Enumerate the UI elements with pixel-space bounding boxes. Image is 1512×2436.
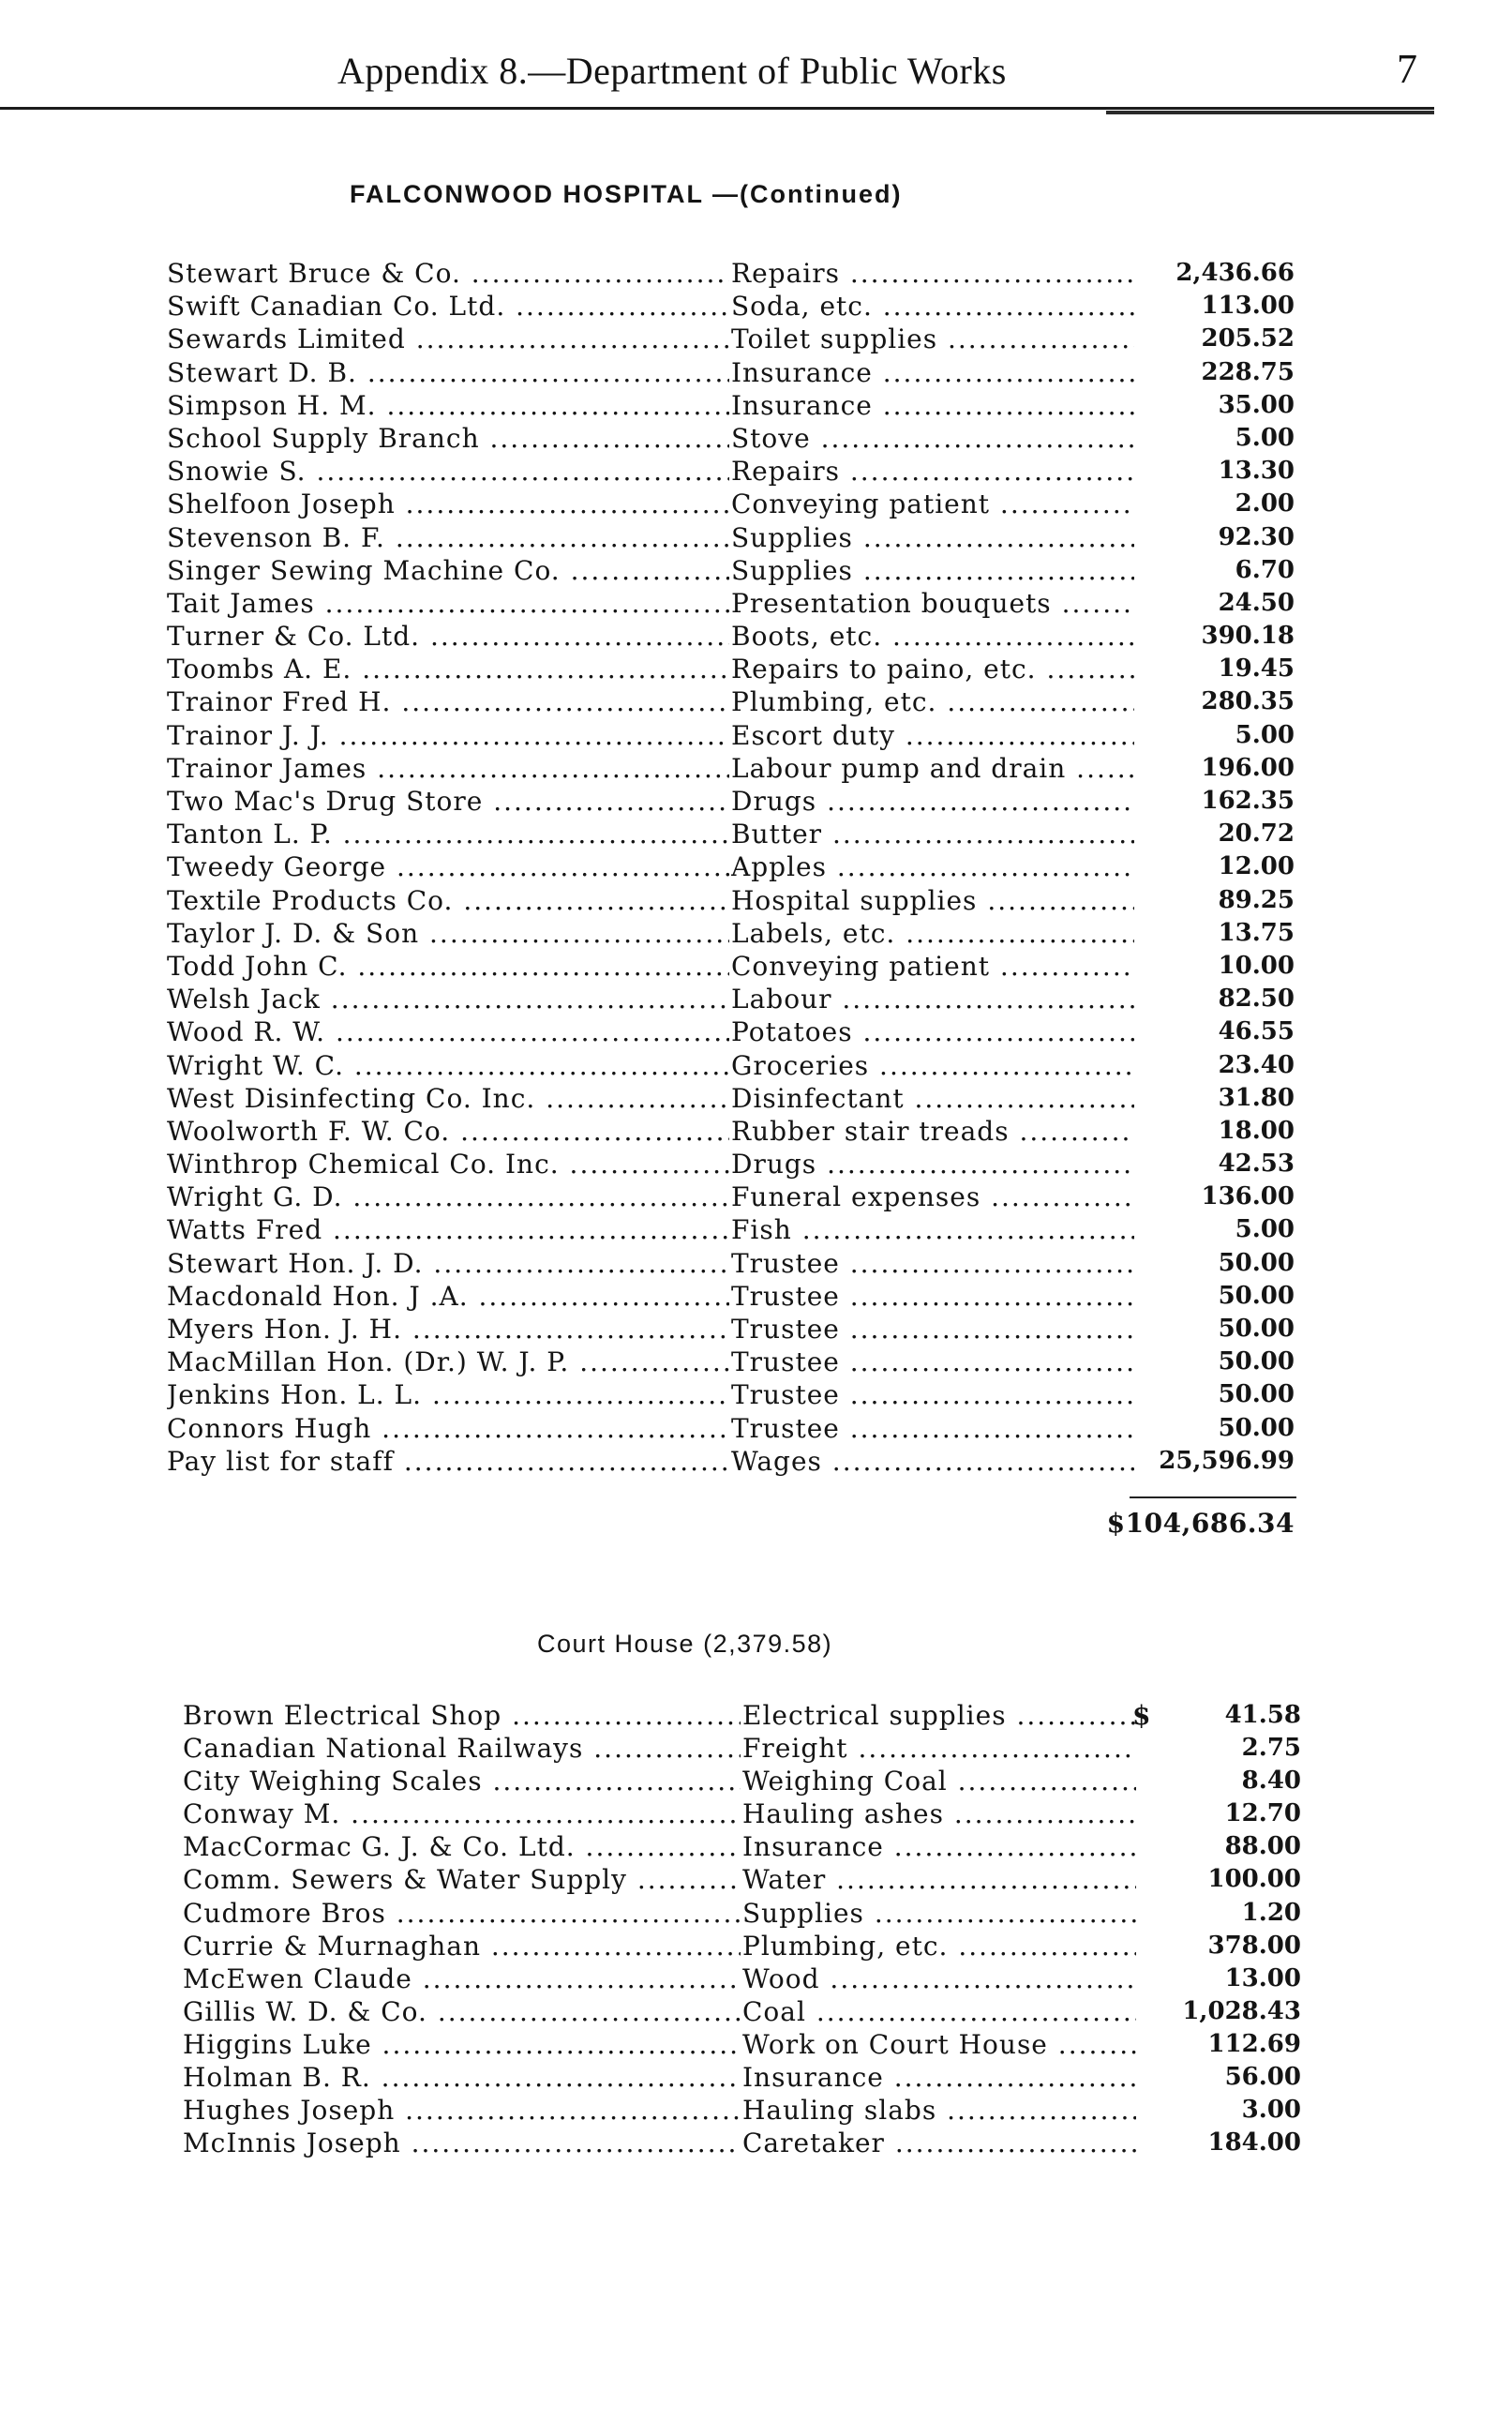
amount: 6.70 [1235, 555, 1295, 584]
item-description: Conveying patient ..... [731, 488, 1134, 520]
item-description: Plumbing, etc. ..... [731, 685, 1134, 718]
item-description: Weighing Coal ..... [742, 1765, 1136, 1797]
section-total: $104,686.34 [1106, 1508, 1295, 1539]
amount: 88.00 [1224, 1832, 1301, 1861]
item-description: Insurance ..... [731, 356, 1134, 389]
amount: 8.40 [1241, 1767, 1301, 1796]
item-description: Work on Court House ..... [742, 2028, 1136, 2061]
payee-name: West Disinfecting Co. Inc. ..... [167, 1082, 729, 1115]
item-description: Groceries ..... [731, 1049, 1134, 1082]
item-description: Supplies ..... [731, 554, 1134, 587]
amount: 89.25 [1218, 885, 1295, 914]
ledger-row [0, 1378, 1512, 1411]
item-description: Caretaker ..... [742, 2127, 1136, 2159]
payee-name: Taylor J. D. & Son ..... [167, 917, 729, 950]
payee-name: Trainor Fred H. ..... [167, 685, 729, 718]
amount: 23.40 [1218, 1050, 1295, 1079]
amount: 50.00 [1218, 1413, 1295, 1442]
payee-name: Canadian National Railways ..... [183, 1732, 741, 1765]
payee-name: Shelfoon Joseph ..... [167, 488, 729, 520]
item-description: Electrical supplies ..... [742, 1699, 1136, 1732]
ledger-row [0, 850, 1512, 883]
payee-name: McInnis Joseph ..... [183, 2127, 741, 2159]
amount: 3.00 [1241, 2096, 1301, 2125]
amount: 56.00 [1224, 2063, 1301, 2092]
ledger-row [0, 818, 1512, 850]
item-description: Apples ..... [731, 850, 1134, 883]
amount: 112.69 [1207, 2029, 1301, 2058]
item-description: Funeral expenses ..... [731, 1180, 1134, 1213]
item-description: Trustee ..... [731, 1378, 1134, 1411]
item-description: Toilet supplies ..... [731, 323, 1134, 355]
ledger-row [0, 587, 1512, 620]
payee-name: Winthrop Chemical Co. Inc. ..... [167, 1148, 729, 1180]
amount: 46.55 [1218, 1017, 1295, 1046]
item-description: Trustee ..... [731, 1313, 1134, 1346]
ledger-row [0, 1699, 1512, 1732]
item-description: Labour ..... [731, 983, 1134, 1015]
payee-name: Trainor James ..... [167, 752, 729, 785]
amount: 2,436.66 [1175, 259, 1295, 287]
ledger-row [0, 2094, 1512, 2127]
item-description: Trustee ..... [731, 1280, 1134, 1313]
amount: 20.72 [1218, 820, 1295, 849]
item-description: Repairs ..... [731, 257, 1134, 290]
ledger-row [0, 455, 1512, 488]
amount: 12.70 [1224, 1799, 1301, 1828]
ledger-row [0, 884, 1512, 917]
amount: 1,028.43 [1182, 1996, 1301, 2025]
payee-name: Watts Fred ..... [167, 1213, 729, 1246]
amount: 12.00 [1218, 852, 1295, 881]
amount: 184.00 [1207, 2128, 1301, 2158]
ledger-row [0, 1015, 1512, 1048]
payee-name: Toombs A. E. ..... [167, 653, 729, 685]
ledger-row [0, 752, 1512, 785]
payee-name: Wood R. W. ..... [167, 1015, 729, 1048]
amount: 10.00 [1218, 951, 1295, 980]
payee-name: Todd John C. ..... [167, 950, 729, 983]
item-description: Water ..... [742, 1863, 1136, 1896]
amount: 113.00 [1201, 292, 1295, 321]
ledger-row [0, 1115, 1512, 1148]
item-description: Wages ..... [731, 1445, 1134, 1478]
payee-name: Stevenson B. F. ..... [167, 521, 729, 554]
ledger-court-house [0, 1699, 1512, 2159]
item-description: Disinfectant ..... [731, 1082, 1134, 1115]
item-description: Freight ..... [742, 1732, 1136, 1765]
amount: 50.00 [1218, 1380, 1295, 1409]
item-description: Presentation bouquets ..... [731, 587, 1134, 620]
payee-name: Trainor J. J. ..... [167, 719, 729, 752]
ledger-row [0, 257, 1512, 290]
ledger-row [0, 1995, 1512, 2028]
ledger-row [0, 290, 1512, 323]
item-description: Supplies ..... [731, 521, 1134, 554]
payee-name: Macdonald Hon. J .A. ..... [167, 1280, 729, 1313]
payee-name: Stewart Hon. J. D. ..... [167, 1247, 729, 1280]
payee-name: Connors Hugh ..... [167, 1412, 729, 1445]
payee-name: Tweedy George ..... [167, 850, 729, 883]
item-description: Butter ..... [731, 818, 1134, 850]
ledger-row [0, 1797, 1512, 1830]
payee-name: Textile Products Co. ..... [167, 884, 729, 917]
amount: 228.75 [1201, 357, 1295, 386]
amount: 92.30 [1218, 522, 1295, 551]
ledger-row [0, 950, 1512, 983]
amount: 35.00 [1218, 390, 1295, 419]
payee-name: MacCormac G. J. & Co. Ltd. ..... [183, 1830, 741, 1863]
amount: 2.75 [1241, 1734, 1301, 1763]
amount: 24.50 [1218, 588, 1295, 617]
section-title-falconwood: FALCONWOOD HOSPITAL —(Continued) [350, 180, 903, 208]
header-rule [0, 107, 1434, 110]
ledger-row [0, 323, 1512, 355]
header-rule-accent [1106, 111, 1434, 114]
payee-name: Sewards Limited ..... [167, 323, 729, 355]
ledger-row [0, 1830, 1512, 1863]
amount: 136.00 [1201, 1182, 1295, 1211]
amount: 25,596.99 [1159, 1446, 1295, 1475]
amount: 196.00 [1201, 753, 1295, 782]
ledger-row [0, 554, 1512, 587]
payee-name: Tanton L. P. ..... [167, 818, 729, 850]
ledger-row [0, 1213, 1512, 1246]
amount: 41.58 [1224, 1701, 1301, 1729]
amount: 50.00 [1218, 1347, 1295, 1376]
payee-name: Snowie S. ..... [167, 455, 729, 488]
item-description: Potatoes ..... [731, 1015, 1134, 1048]
payee-name: Welsh Jack ..... [167, 983, 729, 1015]
ledger-row [0, 1313, 1512, 1346]
payee-name: Conway M. ..... [183, 1797, 741, 1830]
ledger-row [0, 1897, 1512, 1930]
ledger-row [0, 422, 1512, 455]
ledger-row [0, 1732, 1512, 1765]
ledger-row [0, 2127, 1512, 2159]
payee-name: Swift Canadian Co. Ltd. ..... [167, 290, 729, 323]
ledger-row [0, 983, 1512, 1015]
currency-mark: $ [1132, 1700, 1151, 1731]
item-description: Escort duty ..... [731, 719, 1134, 752]
ledger-row [0, 1280, 1512, 1313]
amount: 50.00 [1218, 1315, 1295, 1343]
item-description: Repairs ..... [731, 455, 1134, 488]
page-number: 7 [1397, 46, 1417, 92]
payee-name: Currie & Murnaghan ..... [183, 1930, 741, 1962]
item-description: Labels, etc. ..... [731, 917, 1134, 950]
payee-name: Woolworth F. W. Co. ..... [167, 1115, 729, 1148]
payee-name: Comm. Sewers & Water Supply ..... [183, 1863, 741, 1896]
payee-name: Singer Sewing Machine Co. ..... [167, 554, 729, 587]
item-description: Drugs ..... [731, 1148, 1134, 1180]
ledger-row [0, 785, 1512, 818]
amount: 13.30 [1218, 457, 1295, 486]
item-description: Hospital supplies ..... [731, 884, 1134, 917]
item-description: Repairs to paino, etc. ..... [731, 653, 1134, 685]
ledger-row [0, 1180, 1512, 1213]
ledger-row [0, 1247, 1512, 1280]
amount: 5.00 [1235, 720, 1295, 749]
payee-name: Hughes Joseph ..... [183, 2094, 741, 2127]
item-description: Insurance ..... [731, 389, 1134, 422]
amount: 2.00 [1235, 489, 1295, 519]
ledger-row [0, 1445, 1512, 1478]
amount: 13.00 [1224, 1963, 1301, 1992]
item-description: Hauling slabs ..... [742, 2094, 1136, 2127]
payee-name: Jenkins Hon. L. L. ..... [167, 1378, 729, 1411]
payee-name: Gillis W. D. & Co. ..... [183, 1995, 741, 2028]
ledger-row [0, 1082, 1512, 1115]
item-description: Conveying patient ..... [731, 950, 1134, 983]
item-description: Hauling ashes ..... [742, 1797, 1136, 1830]
payee-name: Myers Hon. J. H. ..... [167, 1313, 729, 1346]
ledger-row [0, 356, 1512, 389]
amount: 5.00 [1235, 1215, 1295, 1244]
ledger-row [0, 1049, 1512, 1082]
amount: 5.00 [1235, 423, 1295, 452]
payee-name: School Supply Branch ..... [167, 422, 729, 455]
item-description: Wood ..... [742, 1962, 1136, 1995]
amount: 378.00 [1207, 1931, 1301, 1960]
ledger-row [0, 719, 1512, 752]
amount: 82.50 [1218, 985, 1295, 1014]
ledger-row [0, 653, 1512, 685]
ledger-falconwood [0, 257, 1512, 1478]
payee-name: City Weighing Scales ..... [183, 1765, 741, 1797]
payee-name: Two Mac's Drug Store ..... [167, 785, 729, 818]
item-description: Trustee ..... [731, 1247, 1134, 1280]
item-description: Trustee ..... [731, 1412, 1134, 1445]
item-description: Drugs ..... [731, 785, 1134, 818]
amount: 162.35 [1201, 787, 1295, 815]
payee-name: Brown Electrical Shop ..... [183, 1699, 741, 1732]
item-description: Plumbing, etc. ..... [742, 1930, 1136, 1962]
amount: 390.18 [1201, 622, 1295, 651]
item-description: Fish ..... [731, 1213, 1134, 1246]
item-description: Supplies ..... [742, 1897, 1136, 1930]
ledger-row [0, 2028, 1512, 2061]
payee-name: McEwen Claude ..... [183, 1962, 741, 1995]
item-description: Coal ..... [742, 1995, 1136, 2028]
ledger-row [0, 488, 1512, 520]
ledger-row [0, 917, 1512, 950]
payee-name: Tait James ..... [167, 587, 729, 620]
total-rule [1130, 1496, 1296, 1498]
payee-name: Higgins Luke ..... [183, 2028, 741, 2061]
payee-name: Stewart Bruce & Co. ..... [167, 257, 729, 290]
payee-name: Pay list for staff ..... [167, 1445, 729, 1478]
item-description: Stove ..... [731, 422, 1134, 455]
item-description: Soda, etc. ..... [731, 290, 1134, 323]
ledger-row [0, 389, 1512, 422]
item-description: Insurance ..... [742, 2061, 1136, 2094]
amount: 19.45 [1218, 654, 1295, 684]
amount: 42.53 [1218, 1150, 1295, 1179]
ledger-row [0, 521, 1512, 554]
item-description: Boots, etc. ..... [731, 620, 1134, 653]
payee-name: Wright W. C. ..... [167, 1049, 729, 1082]
ledger-row [0, 2061, 1512, 2094]
amount: 50.00 [1218, 1281, 1295, 1310]
ledger-row [0, 1412, 1512, 1445]
amount: 205.52 [1201, 324, 1295, 353]
item-description: Labour pump and drain ..... [731, 752, 1134, 785]
payee-name: MacMillan Hon. (Dr.) W. J. P. ..... [167, 1346, 729, 1378]
amount: 280.35 [1201, 687, 1295, 716]
amount: 50.00 [1218, 1248, 1295, 1277]
payee-name: Wright G. D. ..... [167, 1180, 729, 1213]
ledger-row [0, 1930, 1512, 1962]
ledger-row [0, 685, 1512, 718]
ledger-row [0, 1148, 1512, 1180]
item-description: Insurance ..... [742, 1830, 1136, 1863]
payee-name: Cudmore Bros ..... [183, 1897, 741, 1930]
ledger-row [0, 1346, 1512, 1378]
ledger-row [0, 620, 1512, 653]
amount: 31.80 [1218, 1083, 1295, 1112]
amount: 13.75 [1218, 918, 1295, 947]
ledger-row [0, 1863, 1512, 1896]
payee-name: Turner & Co. Ltd. ..... [167, 620, 729, 653]
amount: 18.00 [1218, 1116, 1295, 1145]
payee-name: Stewart D. B. ..... [167, 356, 729, 389]
ledger-row [0, 1765, 1512, 1797]
item-description: Rubber stair treads ..... [731, 1115, 1134, 1148]
amount: 100.00 [1207, 1865, 1301, 1894]
ledger-row [0, 1962, 1512, 1995]
section-title-court-house: Court House (2,379.58) [537, 1630, 833, 1658]
payee-name: Simpson H. M. ..... [167, 389, 729, 422]
amount: 1.20 [1241, 1898, 1301, 1927]
running-head: Appendix 8.—Department of Public Works [337, 50, 1007, 92]
item-description: Trustee ..... [731, 1346, 1134, 1378]
payee-name: Holman B. R. ..... [183, 2061, 741, 2094]
